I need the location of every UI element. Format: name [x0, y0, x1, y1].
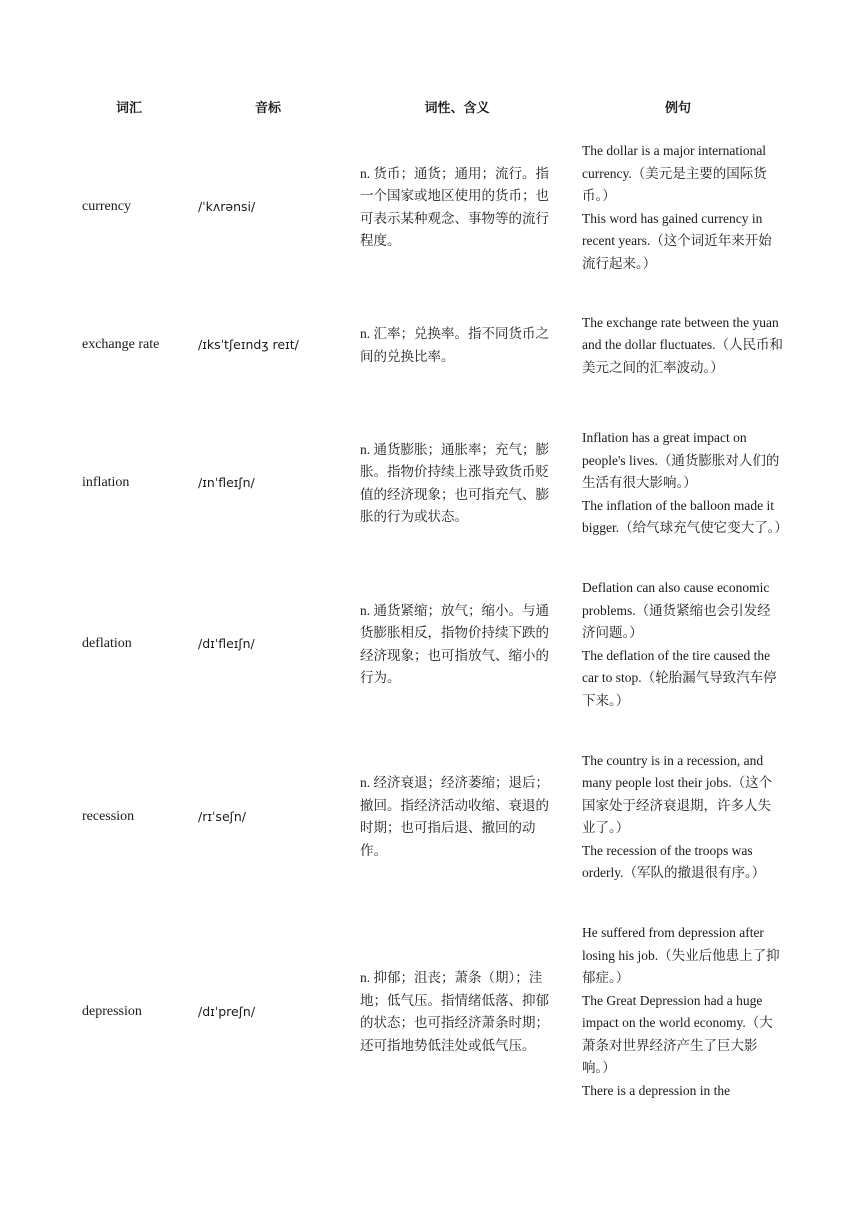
word-cell: exchange rate: [82, 337, 160, 353]
phonetic-cell: /ˈkʌrənsi/: [198, 199, 256, 215]
example-sentence: The exchange rate between the yuan and the dollar fluctuates.（人民币和美元之间的汇率波动。）: [582, 314, 783, 375]
example-cell: [566, 127, 790, 288]
table-header-row: [70, 85, 790, 127]
example-sentence: The recession of the troops was orderly.（军队的撤退很有序。）: [582, 842, 766, 880]
example-sentence: The dollar is a major international currency.（美元是主要的国际货币。）: [582, 143, 767, 203]
header-meaning: 词性、含义: [424, 100, 490, 116]
table-row: [70, 127, 790, 288]
example-sentence: The country is in a recession, and many people lost their jobs.（这个国家处于经济衰退期，许多人失业了。）: [582, 752, 773, 835]
word-cell: depression: [82, 1003, 142, 1019]
meaning-cell: n. 货币；通货；通用；流行。指一个国家或地区使用的货币；也可表示某种观念、事物等的流行程度。: [360, 165, 549, 248]
word-cell: inflation: [82, 475, 130, 491]
word-cell: currency: [82, 199, 131, 215]
table-row: [70, 403, 790, 564]
header-word: 词汇: [115, 100, 142, 116]
example-cell: [566, 909, 790, 1115]
example-sentence: He suffered from depression after losing his job.（失业后他患上了抑郁症。）: [582, 925, 780, 985]
example-cell: [566, 725, 790, 909]
table-row: [70, 288, 790, 403]
example-sentence: Deflation can also cause economic problems.（通货紧缩也会引发经济问题。）: [582, 580, 771, 640]
example-sentence: There is a depression in the: [582, 1082, 731, 1098]
table-row: [70, 725, 790, 909]
table-row: [70, 909, 790, 1115]
phonetic-cell: /dɪˈpreʃn/: [198, 1003, 256, 1019]
phonetic-cell: /ɪksˈtʃeɪndʒ reɪt/: [198, 337, 299, 353]
meaning-cell: n. 抑郁；沮丧；萧条（期）；洼地；低气压。指情绪低落、抑郁的状态；也可指经济萧条时期；还可指地势低洼处或低气压。: [360, 970, 549, 1053]
example-sentence: The inflation of the balloon made it bigger.（给气球充气使它变大了。）: [582, 497, 788, 536]
phonetic-cell: /dɪˈfleɪʃn/: [198, 636, 255, 652]
meaning-cell: n. 经济衰退；经济萎缩；退后；撤回。指经济活动收缩、衰退的时期；也可指后退、撤回的动作。: [360, 775, 549, 858]
header-example: 例句: [664, 100, 691, 116]
meaning-cell: n. 通货膨胀；通胀率；充气；膨胀。指物价持续上涨导致货币贬值的经济现象；也可指充气、膨胀的行为或状态。: [360, 441, 549, 524]
meaning-cell: n. 通货紧缩；放气；缩小。与通货膨胀相反，指物价持续下跌的经济现象；也可指放气、缩小的行为。: [360, 602, 549, 685]
example-cell: [566, 288, 790, 403]
example-sentence: Inflation has a great impact on people's lives.（通货膨胀对人们的生活有很大影响。）: [582, 430, 780, 491]
example-sentence: The deflation of the tire caused the car to stop.（轮胎漏气导致汽车停下来。）: [582, 647, 777, 708]
word-cell: deflation: [82, 636, 132, 652]
phonetic-cell: /rɪˈseʃn/: [198, 808, 246, 824]
example-cell: [566, 403, 790, 564]
example-sentence: This word has gained currency in recent years.（这个词近年来开始流行起来。）: [582, 210, 772, 271]
vocabulary-table: [70, 85, 790, 1115]
meaning-cell: n. 汇率；兑换率。指不同货币之间的兑换比率。: [360, 326, 549, 364]
table-row: [70, 564, 790, 725]
example-sentence: The Great Depression had a huge impact on the world economy.（大萧条对世界经济产生了巨大影响。）: [582, 992, 773, 1075]
example-cell: [566, 564, 790, 725]
word-cell: recession: [82, 808, 135, 824]
header-phonetic: 音标: [254, 100, 281, 116]
phonetic-cell: /ɪnˈfleɪʃn/: [198, 475, 255, 491]
